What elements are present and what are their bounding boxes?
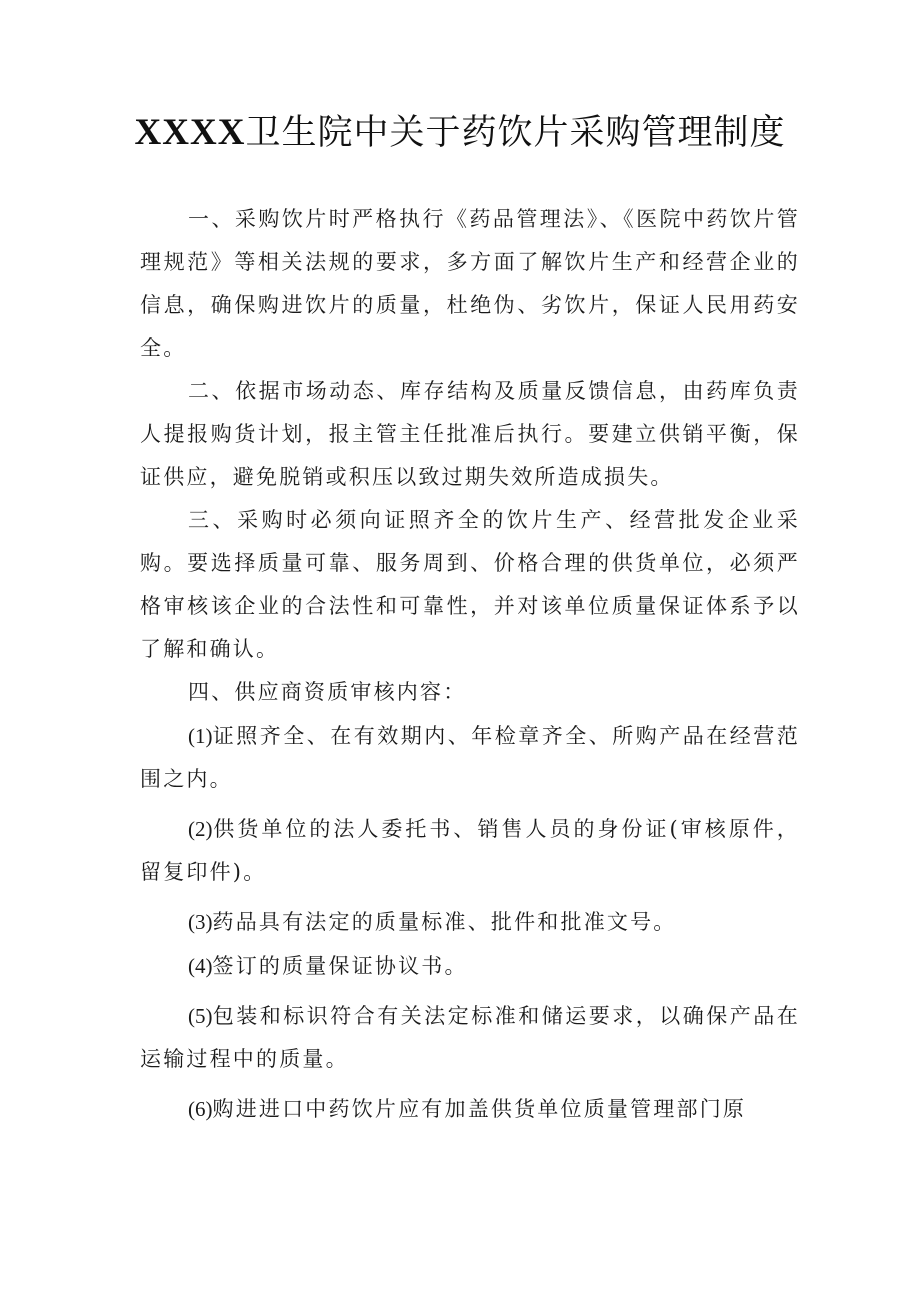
list-item-text: 供货单位的法人委托书、销售人员的身份证(审核原件，留复印件)。 — [140, 817, 800, 884]
paragraph-purchase-plan: 二、依据市场动态、库存结构及质量反馈信息，由药库负责人提报购货计划，报主管主任批准后执行。要建立供销平衡，保证供应，避免脱销或积压以致过期失效所造成损失。 — [140, 379, 800, 489]
list-item-number: (6) — [188, 1097, 213, 1121]
paragraph-procurement-law: 一、采购饮片时严格执行《药品管理法》、《医院中药饮片管理规范》等相关法规的要求，多方面了解饮片生产和经营企业的信息，确保购进饮片的质量，杜绝伪、劣饮片，保证人民用药安全。 — [140, 207, 800, 360]
document-body — [140, 198, 800, 1131]
list-item-number: (4) — [188, 954, 213, 978]
list-item-number: (2) — [188, 817, 213, 841]
list-item-6 — [140, 1088, 800, 1131]
document-title — [60, 108, 860, 158]
list-item-number: (3) — [188, 910, 213, 934]
list-item-1 — [140, 715, 800, 801]
paragraph-supplier-selection: 三、采购时必须向证照齐全的饮片生产、经营批发企业采购。要选择质量可靠、服务周到、价格合理的供货单位，必须严格审核该企业的合法性和可靠性，并对该单位质量保证体系予以了解和确认。 — [140, 508, 800, 661]
list-item-text: 包装和标识符合有关法定标准和储运要求，以确保产品在运输过程中的质量。 — [140, 1004, 800, 1071]
list-item-text: 证照齐全、在有效期内、年检章齐全、所购产品在经营范围之内。 — [140, 724, 800, 791]
list-item-text: 购进进口中药饮片应有加盖供货单位质量管理部门原 — [212, 1097, 747, 1121]
list-item-2 — [140, 808, 800, 894]
list-item-number: (1) — [188, 724, 213, 748]
paragraph-qualification-heading: 四、供应商资质审核内容： — [188, 680, 467, 704]
list-item-5 — [140, 995, 800, 1081]
title-code: XXXX — [134, 112, 246, 153]
title-text: 卫生院中关于药饮片采购管理制度 — [245, 113, 786, 153]
list-item-number: (5) — [188, 1004, 213, 1028]
list-item-4 — [140, 945, 800, 988]
list-item-text: 签订的质量保证协议书。 — [212, 954, 468, 978]
list-item-3 — [140, 901, 800, 944]
list-item-text: 药品具有法定的质量标准、批件和批准文号。 — [212, 910, 677, 934]
